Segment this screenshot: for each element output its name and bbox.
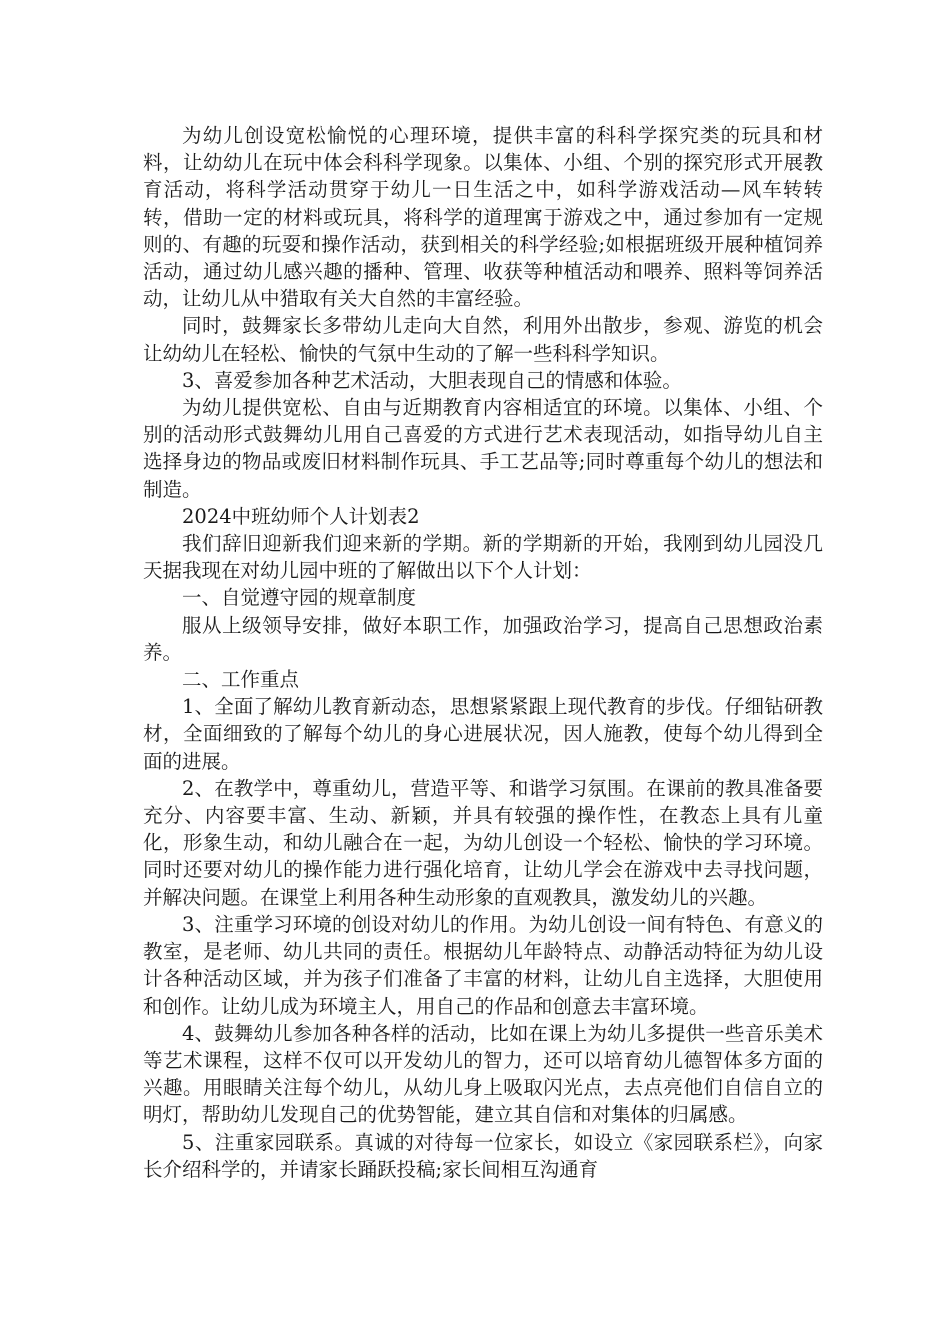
paragraph-art-heading: 3、喜爱参加各种艺术活动，大胆表现自己的情感和体验。	[182, 368, 682, 392]
paragraph-point-2: 2、在教学中，尊重幼儿，营造平等、和谐学习氛围。在课前的教具准备要充分、内容要丰富、生动、新颖，并具有较强的操作性，在教态上具有儿童化，形象生动，和幼儿融合在一起，为幼儿创设一个轻松、愉快的学习环境。同时还要对幼儿的操作能力进行强化培育，让幼儿学会在游戏中去寻找问题，并解决问题。在课堂上利用各种生动形象的直观教具，激发幼儿的兴趣。	[143, 776, 823, 909]
paragraph-parents-nature: 同时，鼓舞家长多带幼儿走向大自然，利用外出散步，参观、游览的机会让幼幼儿在轻松、愉快的气氛中生动的了解一些科科学知识。	[143, 314, 823, 365]
paragraph-point-4: 4、鼓舞幼儿参加各种各样的活动，比如在课上为幼儿多提供一些音乐美术等艺术课程，这样不仅可以开发幼儿的智力，还可以培育幼儿德智体多方面的兴趣。用眼睛关注每个幼儿，从幼儿身上吸取闪光点，去点亮他们自信自立的明灯，帮助幼儿发现自己的优势智能，建立其自信和对集体的归属感。	[143, 1021, 823, 1127]
document-body	[143, 122, 823, 1183]
section-title: 2024中班幼师个人计划表2	[182, 504, 420, 528]
paragraph-point-1: 1、全面了解幼儿教育新动态，思想紧紧跟上现代教育的步伐。仔细钻研教材，全面细致的了解每个幼儿的身心进展状况，因人施教，使每个幼儿得到全面的进展。	[143, 695, 823, 773]
paragraph-intro: 我们辞旧迎新我们迎来新的学期。新的学期新的开始，我刚到幼儿园没几天据我现在对幼儿园中班的了解做出以下个人计划：	[143, 532, 823, 583]
paragraph-art-environment: 为幼儿提供宽松、自由与近期教育内容相适宜的环境。以集体、小组、个别的活动形式鼓舞幼儿用自己喜爱的方式进行艺术表现活动，如指导幼儿自主选择身边的物品或废旧材料制作玩具、手工艺品等;同时尊重每个幼儿的想法和制造。	[143, 396, 823, 501]
heading-rules: 一、自觉遵守园的规章制度	[182, 586, 417, 610]
paragraph-point-3: 3、注重学习环境的创设对幼儿的作用。为幼儿创设一间有特色、有意义的教室，是老师、幼儿共同的责任。根据幼儿年龄特点、动静活动特征为幼儿设计各种活动区域，并为孩子们准备了丰富的材料，让幼儿自主选择，大胆使用和创作。让幼儿成为环境主人，用自己的作品和创意去丰富环境。	[143, 912, 823, 1018]
heading-work-focus: 二、工作重点	[182, 668, 300, 692]
paragraph-rules: 服从上级领导安排，做好本职工作，加强政治学习，提高自己思想政治素养。	[143, 613, 823, 664]
paragraph-point-5: 5、注重家园联系。真诚的对待每一位家长，如设立《家园联系栏》，向家长介绍科学的，并请家长踊跃投稿;家长间相互沟通育	[143, 1130, 823, 1181]
paragraph-science-environment: 为幼儿创设宽松愉悦的心理环境，提供丰富的科科学探究类的玩具和材料，让幼幼儿在玩中体会科科学现象。以集体、小组、个别的探究形式开展教育活动，将科学活动贯穿于幼儿一日生活之中，如科学游戏活动—风车转转转，借助一定的材料或玩具，将科学的道理寓于游戏之中，通过参加有一定规则的、有趣的玩耍和操作活动，获到相关的科学经验;如根据班级开展种植饲养活动，通过幼儿感兴趣的播种、管理、收获等种植活动和喂养、照料等饲养活动，让幼儿从中猎取有关大自然的丰富经验。	[143, 124, 823, 311]
